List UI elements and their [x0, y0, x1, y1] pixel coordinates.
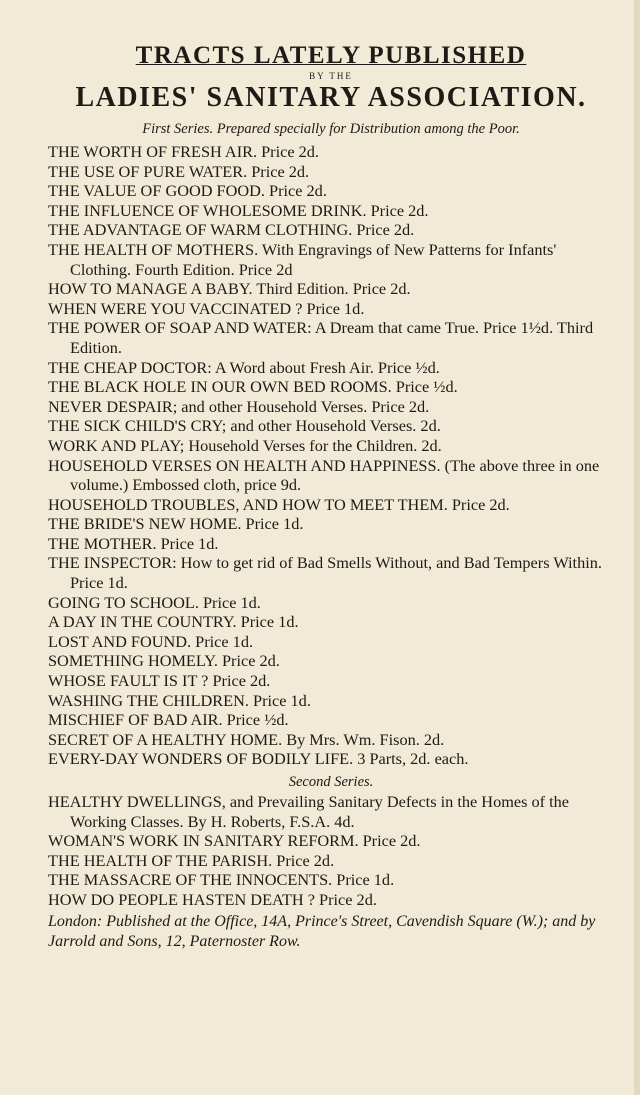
tract-entry: THE CHEAP DOCTOR: A Word about Fresh Air. Price ½d. — [48, 357, 440, 377]
first-series-heading: First Series. Prepared specially for Distribution among the Poor. — [142, 121, 520, 137]
tract-entry: HEALTHY DWELLINGS, and Prevailing Sanitary Defects in the Homes of the Working Classes. By H. Roberts, F.S.A. 4d. — [48, 792, 570, 831]
second-series-list — [48, 792, 614, 910]
tract-entry: HOW DO PEOPLE HASTEN DEATH ? Price 2d. — [48, 889, 377, 909]
tract-entry: WHEN WERE YOU VACCINATED ? Price 1d. — [48, 298, 365, 318]
tract-entry: THE WORTH OF FRESH AIR. Price 2d. — [48, 142, 319, 161]
tract-entry: THE INSPECTOR: How to get rid of Bad Smells Without, and Bad Tempers Within. Price 1d. — [48, 553, 602, 593]
tract-entry: THE USE OF PURE WATER. Price 2d. — [48, 161, 310, 181]
tract-entry: THE VALUE OF GOOD FOOD. Price 2d. — [48, 181, 327, 201]
tract-entry: WORK AND PLAY; Household Verses for the Children. 2d. — [48, 435, 442, 455]
page-edge — [634, 0, 640, 1095]
first-series-list — [48, 142, 614, 769]
tract-entry: THE BLACK HOLE IN OUR OWN BED ROOMS. Price ½d. — [48, 377, 458, 397]
tract-entry: THE HEALTH OF MOTHERS. With Engravings of New Patterns for Infants' Clothing. Fourth Edition. Price 2d — [48, 239, 557, 279]
tract-entry: SECRET OF A HEALTHY HOME. By Mrs. Wm. Fison. 2d. — [48, 729, 445, 749]
tract-entry: HOUSEHOLD TROUBLES, AND HOW TO MEET THEM. Price 2d. — [48, 494, 510, 514]
tract-entry: HOUSEHOLD VERSES ON HEALTH AND HAPPINESS. (The above three in one volume.) Embossed cloth, price 9d. — [48, 455, 600, 495]
tract-entry: THE SICK CHILD'S CRY; and other Household Verses. 2d. — [48, 416, 441, 436]
tract-entry: A DAY IN THE COUNTRY. Price 1d. — [48, 612, 299, 632]
tract-entry: THE POWER OF SOAP AND WATER: A Dream that came True. Price 1½d. Third Edition. — [48, 318, 594, 357]
tract-entry: LOST AND FOUND. Price 1d. — [48, 631, 254, 651]
page-title: TRACTS LATELY PUBLISHED — [135, 42, 527, 69]
tract-entry: WOMAN'S WORK IN SANITARY REFORM. Price 2d. — [48, 831, 421, 851]
tract-entry: THE MOTHER. Price 1d. — [48, 533, 219, 553]
by-the-line: BY THE — [309, 71, 353, 81]
tract-entry: NEVER DESPAIR; and other Household Verses. Price 2d. — [48, 396, 430, 416]
tract-entry: THE BRIDE'S NEW HOME. Price 1d. — [48, 514, 304, 534]
tract-entry: WHOSE FAULT IS IT ? Price 2d. — [48, 671, 271, 691]
publisher-footer: London: Published at the Office, 14A, Prince's Street, Cavendish Square (W.); and by Jarrold and Sons, 12, Paternoster Row. — [48, 912, 596, 950]
tract-entry: THE ADVANTAGE OF WARM CLOTHING. Price 2d. — [48, 220, 415, 240]
tract-entry: GOING TO SCHOOL. Price 1d. — [48, 592, 261, 612]
tract-entry: THE HEALTH OF THE PARISH. Price 2d. — [48, 850, 335, 870]
tract-entry: THE INFLUENCE OF WHOLESOME DRINK. Price 2d. — [48, 200, 429, 220]
tract-entry: EVERY-DAY WONDERS OF BODILY LIFE. 3 Parts, 2d. each. — [48, 749, 469, 769]
tract-entry: THE MASSACRE OF THE INNOCENTS. Price 1d. — [48, 870, 395, 890]
second-series-heading: Second Series. — [288, 774, 374, 790]
tract-entry: WASHING THE CHILDREN. Price 1d. — [48, 690, 311, 710]
tract-entry: SOMETHING HOMELY. Price 2d. — [48, 651, 280, 671]
association-name: LADIES' SANITARY ASSOCIATION. — [75, 82, 587, 113]
tract-entry: HOW TO MANAGE A BABY. Third Edition. Price 2d. — [48, 279, 411, 299]
tract-entry: MISCHIEF OF BAD AIR. Price ½d. — [48, 710, 289, 730]
